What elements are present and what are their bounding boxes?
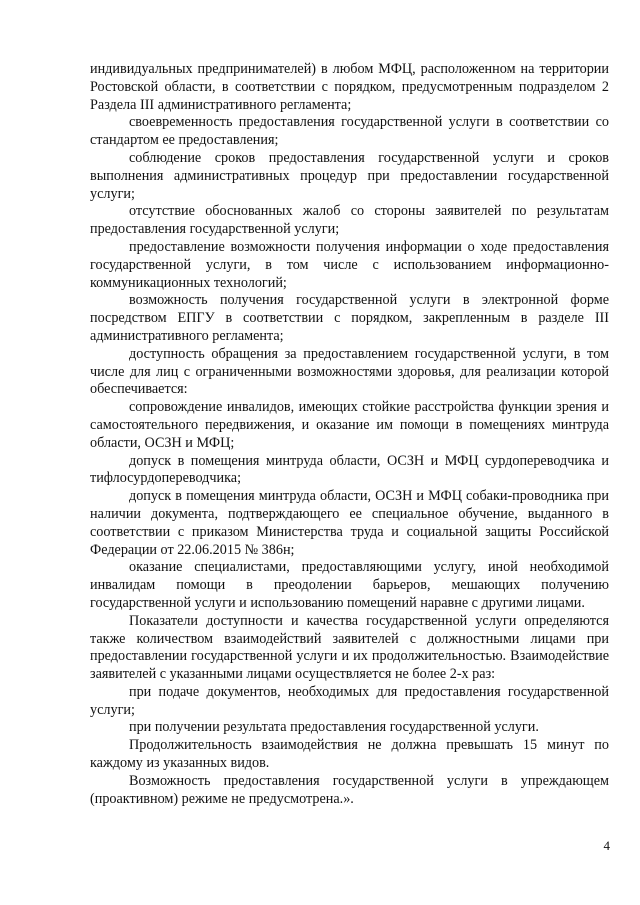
paragraph-14: при получении результата предоставления государственной услуги. bbox=[129, 719, 539, 736]
document-body bbox=[90, 61, 609, 808]
paragraph-5: предоставление возможности получения информации о ходе предоставления государственной услуги, в том числе с использованием информационно-коммуникационных технологий; bbox=[90, 238, 609, 291]
paragraph-7: доступность обращения за предоставлением государственной услуги, в том числе для лиц с ограниченными возможностями здоровья, для реализации которой обеспечивается: bbox=[90, 345, 609, 398]
paragraph-6: возможность получения государственной услуги в электронной форме посредством ЕПГУ в соответствии с порядком, закрепленным в разделе III административного регламента; bbox=[90, 292, 609, 344]
paragraph-1: индивидуальных предпринимателей) в любом МФЦ, расположенном на территории Ростовской области, в соответствии с порядком, предусмотренным подразделом 2 Раздела III административного регламента; bbox=[90, 61, 609, 113]
paragraph-11: оказание специалистами, предоставляющими услугу, иной необходимой инвалидам помощи в преодолении барьеров, мешающих получению государственной услуги и использованию помещений наравне с другими лицами. bbox=[90, 559, 609, 611]
page-number: 4 bbox=[603, 838, 610, 853]
paragraph-10: допуск в помещения минтруда области, ОСЗН и МФЦ собаки-проводника при наличии документа, подтверждающего ее специальное обучение, выданного в соответствии с приказом Министерства труда и социальной защиты Российской Федерации от 22.06.2015 № 386н; bbox=[90, 488, 609, 558]
paragraph-8: сопровождение инвалидов, имеющих стойкие расстройства функции зрения и самостоятельного передвижения, и оказание им помощи в помещениях минтруда области, ОСЗН и МФЦ; bbox=[90, 399, 609, 451]
paragraph-16: Возможность предоставления государственной услуги в упреждающем (проактивном) режиме не предусмотрена.». bbox=[90, 772, 609, 807]
paragraph-2: своевременность предоставления государственной услуги в соответствии со стандартом ее предоставления; bbox=[90, 114, 609, 149]
paragraph-9: допуск в помещения минтруда области, ОСЗН и МФЦ сурдопереводчика и тифлосурдопереводчика; bbox=[90, 452, 609, 487]
paragraph-3: соблюдение сроков предоставления государственной услуги и сроков выполнения административных процедур при предоставлении государственной услуги; bbox=[90, 149, 609, 202]
paragraph-15: Продолжительность взаимодействия не должна превышать 15 минут по каждому из указанных видов. bbox=[90, 737, 609, 772]
paragraph-4: отсутствие обоснованных жалоб со стороны заявителей по результатам предоставления государственной услуги; bbox=[90, 203, 609, 238]
paragraph-12: Показатели доступности и качества государственной услуги определяются также количеством взаимодействий заявителей с должностными лицами при предоставлении государственной услуги и их продолжительностью. Взаимодействие заявителей с указанными лицами осуществляется не более 2-х раз: bbox=[90, 612, 609, 683]
paragraph-13: при подаче документов, необходимых для предоставления государственной услуги; bbox=[90, 683, 609, 718]
